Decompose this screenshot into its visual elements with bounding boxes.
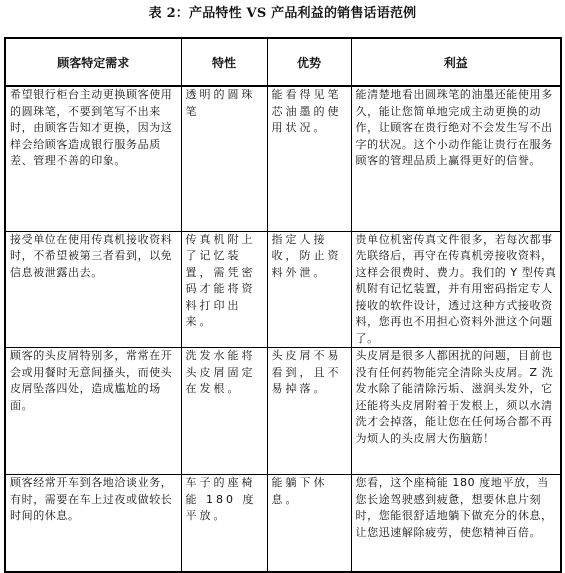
cell-text: 能清楚地看出圆珠笔的油墨还能使用多久，能让您简单地完成主动更换的动作，让顾客在贵行绝对不会发生写不出字的状况。这个小动作能让贵行在服务顾客的管理品质上赢得更好的信誉。 <box>355 88 553 167</box>
cell-benefit <box>351 231 561 348</box>
cell-text: 指定人接收，防止资料外泄。 <box>271 232 342 279</box>
cell-text: 头皮屑不易看到，且不易掉落。 <box>271 349 342 395</box>
cell-benefit <box>351 348 561 475</box>
sales-phrase-table <box>4 37 562 573</box>
cell-text: 传真机附上了记忆装置，需凭密码才能将资料打印出来。 <box>185 232 256 328</box>
cell-text: 头皮屑是很多人都困扰的问题，目前也没有任何药物能完全清除头皮屑。Z 洗发水除了能清除污垢、滋润头发外，它还能将头皮屑附着于发根上，须以水清洗才会掉落，能让您在任何场合都不再为烦人的头皮屑大伤脑筋！ <box>355 349 554 445</box>
header-benefit: 利益 <box>351 38 561 86</box>
cell-text: 能看得见笔芯油墨的使用状况。 <box>271 88 342 134</box>
cell-feature <box>181 475 267 572</box>
cell-advantage <box>267 231 351 348</box>
cell-feature <box>181 231 267 348</box>
table-row <box>5 86 561 231</box>
cell-text: 您看，这个座椅能 180 度地平放，当您长途驾驶感到疲惫，想要休息片刻时，您能很舒适地躺下做充分的休息，让您迅速解除疲劳，使您精神百倍。 <box>355 476 553 539</box>
cell-feature <box>181 86 267 231</box>
cell-text: 贵单位机密传真文件很多，若每次都事先联络后，再守在传真机旁接收资料，这样会很费时、费力。我们的 Y 型传真机附有记忆装置，并有用密码指定专人接收的软件设计，透过这种方式接收资料，您再也不用担心资料外泄这个问题了。 <box>355 232 557 345</box>
cell-text: 洗发水能将头皮屑固定在发根。 <box>185 349 256 395</box>
header-customer-need: 顾客特定需求 <box>5 38 181 86</box>
table-row <box>5 348 561 475</box>
cell-text: 接受单位在使用传真机接收资料时，不希望被第三者看到，以免信息被泄露出去。 <box>10 232 173 279</box>
cell-text: 车子的座椅能 180 度平放。 <box>185 476 257 522</box>
header-advantage: 优势 <box>267 38 351 86</box>
cell-need <box>5 231 181 348</box>
cell-need <box>5 475 181 572</box>
table-row <box>5 475 561 572</box>
table-title: 表 2：产品特性 VS 产品利益的销售话语范例 <box>148 6 417 21</box>
cell-benefit <box>351 475 561 572</box>
cell-text: 希望银行柜台主动更换顾客使用的圆珠笔，不要到笔写不出来时，由顾客告知才更换，因为这样会给顾客造成银行服务品质差、管理不善的印象。 <box>10 88 173 167</box>
cell-advantage <box>267 86 351 231</box>
cell-feature <box>181 348 267 475</box>
cell-advantage <box>267 475 351 572</box>
cell-benefit <box>351 86 561 231</box>
header-feature: 特性 <box>181 38 267 86</box>
cell-need <box>5 348 181 475</box>
cell-text: 顾客经常开车到各地洽谈业务，有时，需要在车上过夜或做较长时间的休息。 <box>10 476 173 522</box>
cell-need <box>5 86 181 231</box>
cell-text: 顾客的头皮屑特别多，常常在开会或用餐时无意间搔头，而使头皮屑坠落四处，造成尴尬的场面。 <box>10 349 173 412</box>
table-header-row <box>5 38 561 86</box>
cell-text: 能躺下休息。 <box>271 476 328 506</box>
cell-text: 透明的圆珠笔 <box>185 88 256 118</box>
table-row <box>5 231 561 348</box>
cell-advantage <box>267 348 351 475</box>
